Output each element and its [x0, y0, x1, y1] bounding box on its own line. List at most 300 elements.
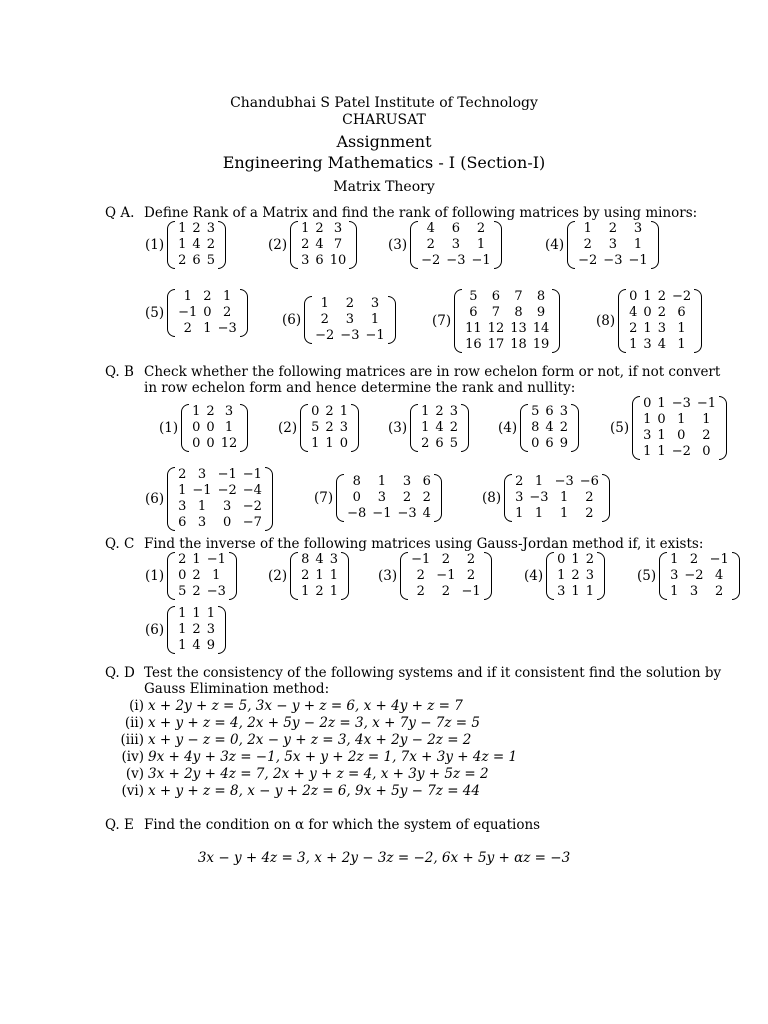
matrix-label: (7) [432, 313, 452, 329]
matrix-row [575, 253, 651, 269]
matrix-body [175, 289, 240, 337]
matrix-cell: 2 [301, 568, 310, 583]
matrix-cell: 1 [197, 499, 207, 514]
matrix-cell: −1 [242, 467, 262, 482]
qe-label: Q. E [105, 817, 134, 833]
qc-matrix-5 [637, 552, 740, 600]
matrix-cell: 2 [441, 584, 451, 599]
matrix-cell: 0 [178, 568, 187, 583]
matrix-row [189, 420, 240, 436]
matrix-row [298, 584, 341, 600]
matrix-cell: −1 [628, 253, 648, 268]
matrix-cell: 1 [178, 221, 187, 236]
matrix-cell: −2 [217, 483, 237, 498]
matrix-row [640, 444, 719, 460]
matrix-row [626, 337, 694, 353]
matrix-cell: 1 [311, 436, 320, 451]
left-paren [290, 221, 298, 269]
qb-matrix-1 [159, 404, 248, 452]
matrix-cell: 1 [192, 606, 201, 621]
qa-text: Define Rank of a Matrix and find the rank of following matrices by using minors: [144, 205, 698, 221]
matrix-cell: 2 [715, 584, 724, 599]
matrix-row [408, 552, 484, 568]
matrix-cell: 1 [677, 337, 686, 352]
matrix-cell: 6 [451, 221, 461, 236]
matrix-cell: 1 [515, 506, 524, 521]
matrix-cell: 1 [178, 622, 187, 637]
qc-matrix-4 [524, 552, 605, 600]
matrix-row [575, 237, 651, 253]
matrix-row [175, 584, 229, 600]
matrix-cell: 2 [315, 221, 324, 236]
matrix-body [512, 474, 602, 522]
matrix-cell: 1 [377, 474, 387, 489]
system-number: (vi) [121, 783, 144, 799]
topic-title: Matrix Theory [333, 179, 435, 195]
matrix-row [528, 436, 571, 452]
matrix-row [175, 606, 218, 622]
matrix-body [462, 289, 552, 353]
matrix-row [640, 428, 719, 444]
matrix-cell: 1 [657, 428, 666, 443]
matrix-cell: −8 [347, 506, 367, 521]
matrix-cell: −1 [471, 253, 491, 268]
matrix-cell: 6 [422, 474, 431, 489]
matrix-row [298, 221, 349, 237]
matrix-row [175, 483, 265, 499]
matrix-cell: 2 [416, 568, 425, 583]
matrix-cell: 6 [469, 305, 478, 320]
matrix-cell: 0 [557, 552, 566, 567]
matrix-cell: 9 [206, 638, 215, 653]
matrix-label: (1) [145, 237, 165, 253]
matrix-cell: 2 [585, 490, 594, 505]
system-equation: 9x + 4y + 3z = −1, 5x + y + 2z = 1, 7x + 3y + 4z = 1 [148, 749, 518, 765]
matrix-cell: 3 [643, 428, 652, 443]
matrix-label: (3) [388, 420, 408, 436]
matrix-cell: 8 [536, 289, 546, 304]
matrix-cell: 0 [629, 289, 638, 304]
matrix-cell: −2 [671, 444, 691, 459]
matrix-cell: 5 [206, 253, 215, 268]
matrix-cell: 6 [315, 253, 324, 268]
right-paren [218, 221, 226, 269]
matrix-cell: 6 [178, 515, 187, 530]
qb-matrix-2 [278, 404, 359, 452]
matrix-cell: 0 [206, 420, 215, 435]
matrix-row [298, 253, 349, 269]
qc-text: Find the inverse of the following matrices using Gauss-Jordan method if, it exists: [144, 536, 704, 552]
matrix-cell: 2 [657, 289, 666, 304]
right-paren [240, 289, 248, 337]
matrix-cell: 1 [315, 568, 324, 583]
system-1 [108, 698, 463, 714]
matrix-cell: 0 [643, 396, 652, 411]
matrix-cell: 9 [559, 436, 568, 451]
matrix-cell: 3 [224, 404, 234, 419]
matrix-cell: 3 [178, 499, 187, 514]
matrix-row [626, 289, 694, 305]
matrix-cell: 5 [178, 584, 187, 599]
matrix-label: (2) [268, 237, 288, 253]
right-paren [341, 552, 349, 600]
left-paren [181, 404, 189, 452]
qb-matrix-3 [388, 404, 469, 452]
matrix-cell: 2 [315, 584, 324, 599]
matrix-body [344, 474, 434, 522]
matrix-cell: 8 [352, 474, 361, 489]
matrix-cell: 3 [197, 467, 207, 482]
matrix-row [408, 568, 484, 584]
right-paren [351, 404, 359, 452]
left-paren [400, 552, 408, 600]
matrix-row [175, 237, 218, 253]
matrix-row [462, 337, 552, 353]
matrix-label: (8) [596, 313, 616, 329]
matrix-cell: −1 [372, 506, 392, 521]
matrix-cell: 4 [315, 237, 324, 252]
qa-matrix-3 [388, 221, 502, 269]
matrix-cell: −1 [178, 305, 198, 320]
right-paren [218, 606, 226, 654]
matrix-cell: −3 [446, 253, 466, 268]
matrix-cell: 1 [629, 337, 638, 352]
right-paren [461, 404, 469, 452]
system-4 [108, 749, 517, 765]
matrix-row [640, 396, 719, 412]
matrix-cell: 1 [670, 584, 679, 599]
qb-matrix-8 [482, 474, 610, 522]
matrix-cell: 2 [585, 552, 594, 567]
matrix-row [189, 436, 240, 452]
matrix-row [175, 289, 240, 305]
matrix-row [312, 328, 388, 344]
matrix-label: (2) [268, 568, 288, 584]
matrix-cell: 2 [345, 296, 355, 311]
matrix-cell: 0 [223, 515, 232, 530]
matrix-cell: 3 [657, 321, 666, 336]
matrix-cell: 1 [178, 483, 187, 498]
matrix-cell: 2 [192, 584, 201, 599]
university-name: CHARUSAT [342, 112, 426, 128]
matrix-cell: 2 [325, 420, 334, 435]
matrix-cell: 13 [510, 321, 527, 336]
matrix-cell: 2 [421, 436, 430, 451]
matrix-body [308, 404, 351, 452]
right-paren [240, 404, 248, 452]
matrix-cell: 2 [466, 568, 476, 583]
matrix-cell: −2 [315, 328, 335, 343]
matrix-cell: 5 [311, 420, 320, 435]
matrix-row [512, 506, 602, 522]
matrix-cell: 1 [203, 321, 212, 336]
matrix-label: (6) [145, 491, 165, 507]
matrix-cell: 2 [178, 552, 187, 567]
matrix-body [640, 396, 719, 460]
matrix-cell: 2 [183, 321, 192, 336]
matrix-cell: 5 [469, 289, 478, 304]
qc-matrix-2 [268, 552, 349, 600]
matrix-row [189, 404, 240, 420]
matrix-cell: 2 [422, 490, 431, 505]
matrix-cell: 0 [206, 436, 215, 451]
matrix-cell: 1 [476, 237, 486, 252]
matrix-cell: 1 [583, 221, 592, 236]
right-paren [388, 296, 396, 344]
matrix-row [626, 305, 694, 321]
matrix-cell: 6 [491, 289, 501, 304]
matrix-cell: 3 [206, 221, 215, 236]
system-equation: x + 2y + z = 5, 3x − y + z = 6, x + 4y + z = 7 [148, 698, 463, 714]
system-2 [108, 715, 480, 731]
matrix-row [175, 568, 229, 584]
matrix-row [667, 552, 732, 568]
matrix-body [667, 552, 732, 600]
matrix-row [554, 568, 597, 584]
matrix-row [175, 638, 218, 654]
matrix-cell: 1 [206, 606, 215, 621]
matrix-label: (7) [314, 490, 334, 506]
matrix-cell: −3 [671, 396, 691, 411]
matrix-cell: 1 [329, 568, 338, 583]
matrix-label: (3) [378, 568, 398, 584]
matrix-cell: 3 [608, 237, 618, 252]
matrix-cell: 1 [643, 444, 652, 459]
qb-matrix-4 [498, 404, 579, 452]
matrix-cell: −3 [206, 584, 226, 599]
matrix-cell: 2 [325, 404, 334, 419]
matrix-row [344, 506, 434, 522]
matrix-cell: 1 [643, 321, 652, 336]
right-paren [552, 289, 560, 353]
matrix-cell: 1 [178, 606, 187, 621]
qa-matrix-6 [282, 296, 396, 344]
matrix-cell: 2 [466, 552, 476, 567]
left-paren [618, 289, 626, 353]
matrix-cell: 10 [329, 253, 347, 268]
left-paren [410, 221, 418, 269]
matrix-cell: 1 [325, 436, 334, 451]
qa-matrix-7 [432, 289, 560, 353]
matrix-cell: 14 [532, 321, 550, 336]
system-6 [108, 783, 480, 799]
matrix-cell: −2 [578, 253, 598, 268]
matrix-body [626, 289, 694, 353]
matrix-cell: 2 [178, 253, 187, 268]
left-paren [167, 221, 175, 269]
matrix-cell: 3 [377, 490, 387, 505]
matrix-cell: −1 [436, 568, 456, 583]
right-paren [719, 396, 727, 460]
matrix-cell: 2 [426, 237, 435, 252]
matrix-row [418, 404, 461, 420]
left-paren [520, 404, 528, 452]
matrix-cell: 3 [339, 420, 348, 435]
matrix-cell: −1 [217, 467, 237, 482]
matrix-row [298, 237, 349, 253]
system-equation: 3x + 2y + 4z = 7, 2x + y + z = 4, x + 3y + 5z = 2 [148, 766, 489, 782]
matrix-body [312, 296, 388, 344]
matrix-body [418, 221, 494, 269]
matrix-row [175, 515, 265, 531]
qa-label: Q A. [105, 205, 135, 221]
matrix-row [512, 490, 602, 506]
matrix-cell: 3 [345, 312, 355, 327]
matrix-cell: 1 [370, 312, 380, 327]
matrix-cell: 1 [643, 289, 652, 304]
matrix-cell: 5 [531, 404, 540, 419]
matrix-cell: 1 [633, 237, 643, 252]
matrix-cell: 1 [223, 289, 232, 304]
matrix-cell: 2 [206, 404, 215, 419]
matrix-row [298, 552, 341, 568]
left-paren [454, 289, 462, 353]
qe-text: Find the condition on α for which the system of equations [144, 817, 541, 833]
matrix-cell: 2 [320, 312, 329, 327]
matrix-cell: 8 [531, 420, 540, 435]
qa-matrix-4 [545, 221, 659, 269]
matrix-cell: 4 [545, 420, 554, 435]
matrix-cell: 4 [192, 638, 201, 653]
matrix-cell: 2 [449, 420, 458, 435]
matrix-cell: 2 [657, 305, 666, 320]
qd-text-2: Gauss Elimination method: [144, 681, 330, 697]
matrix-body [175, 221, 218, 269]
matrix-cell: 4 [715, 568, 724, 583]
matrix-cell: −4 [242, 483, 262, 498]
matrix-cell: −1 [365, 328, 385, 343]
left-paren [567, 221, 575, 269]
matrix-cell: 2 [402, 490, 412, 505]
matrix-cell: 16 [465, 337, 482, 352]
qb-text-2: in row echelon form and hence determine the rank and nullity: [144, 380, 576, 396]
matrix-cell: 8 [514, 305, 523, 320]
matrix-cell: 1 [557, 568, 566, 583]
matrix-cell: 19 [532, 337, 550, 352]
matrix-cell: 3 [643, 337, 652, 352]
matrix-row [462, 321, 552, 337]
matrix-cell: −1 [709, 552, 729, 567]
matrix-body [189, 404, 240, 452]
matrix-cell: 0 [311, 404, 320, 419]
matrix-row [344, 490, 434, 506]
matrix-body [175, 606, 218, 654]
matrix-cell: 1 [421, 404, 430, 419]
matrix-cell: 3 [370, 296, 380, 311]
matrix-cell: 4 [315, 552, 324, 567]
matrix-cell: −3 [217, 321, 237, 336]
matrix-cell: 4 [629, 305, 638, 320]
matrix-row [312, 312, 388, 328]
matrix-cell: 1 [560, 506, 569, 521]
matrix-row [418, 253, 494, 269]
matrix-cell: 1 [192, 404, 201, 419]
matrix-label: (5) [637, 568, 657, 584]
matrix-row [462, 289, 552, 305]
left-paren [167, 289, 175, 337]
matrix-cell: 3 [670, 568, 679, 583]
matrix-label: (4) [545, 237, 565, 253]
matrix-row [175, 221, 218, 237]
system-equation: x + y + z = 8, x − y + 2z = 6, 9x + 5y − 7z = 44 [148, 783, 480, 799]
matrix-cell: 12 [220, 436, 238, 451]
matrix-cell: −3 [397, 506, 417, 521]
matrix-cell: 0 [192, 420, 201, 435]
matrix-row [308, 436, 351, 452]
matrix-cell: 1 [301, 221, 310, 236]
matrix-cell: 1 [702, 412, 711, 427]
matrix-cell: 1 [534, 474, 544, 489]
left-paren [300, 404, 308, 452]
qc-matrix-3 [378, 552, 492, 600]
matrix-cell: 6 [435, 436, 444, 451]
right-paren [602, 474, 610, 522]
matrix-cell: −6 [579, 474, 599, 489]
matrix-cell: 17 [487, 337, 505, 352]
matrix-cell: 1 [571, 584, 580, 599]
matrix-cell: 11 [465, 321, 482, 336]
matrix-row [175, 321, 240, 337]
matrix-label: (5) [145, 305, 165, 321]
left-paren [336, 474, 344, 522]
matrix-cell: 7 [514, 289, 523, 304]
matrix-row [175, 253, 218, 269]
course-title: Engineering Mathematics - I (Section-I) [222, 153, 546, 172]
matrix-label: (1) [145, 568, 165, 584]
matrix-cell: 2 [571, 568, 580, 583]
matrix-body [408, 552, 484, 600]
system-5 [108, 766, 489, 782]
system-3 [108, 732, 471, 748]
matrix-cell: 2 [702, 428, 711, 443]
matrix-row [418, 436, 461, 452]
matrix-row [308, 404, 351, 420]
matrix-cell: −1 [696, 396, 717, 411]
matrix-cell: 12 [487, 321, 505, 336]
right-paren [265, 467, 273, 531]
matrix-cell: 2 [689, 552, 699, 567]
qb-matrix-7 [314, 474, 442, 522]
matrix-row [175, 499, 265, 515]
matrix-body [298, 221, 349, 269]
matrix-cell: 0 [657, 412, 666, 427]
matrix-cell: 3 [451, 237, 461, 252]
qa-matrix-5 [145, 289, 248, 337]
matrix-label: (3) [388, 237, 408, 253]
matrix-cell: 2 [178, 467, 187, 482]
matrix-row [418, 221, 494, 237]
right-paren [434, 474, 442, 522]
matrix-cell: 2 [192, 622, 201, 637]
matrix-label: (4) [498, 420, 518, 436]
matrix-label: (6) [282, 312, 302, 328]
matrix-row [667, 568, 732, 584]
matrix-row [308, 420, 351, 436]
matrix-row [418, 420, 461, 436]
matrix-cell: 3 [333, 221, 343, 236]
matrix-row [175, 467, 265, 483]
matrix-body [575, 221, 651, 269]
matrix-row [175, 305, 240, 321]
matrix-cell: 2 [629, 321, 638, 336]
matrix-cell: 0 [192, 436, 201, 451]
matrix-cell: 0 [531, 436, 540, 451]
matrix-cell: 1 [657, 444, 666, 459]
matrix-cell: 2 [206, 237, 215, 252]
left-paren [167, 552, 175, 600]
matrix-cell: 1 [224, 420, 234, 435]
matrix-row [298, 568, 341, 584]
